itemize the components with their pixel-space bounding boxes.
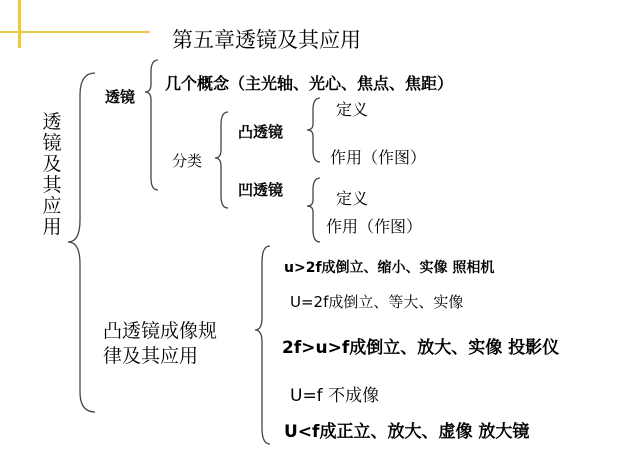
root-brace xyxy=(68,73,95,412)
imaging-rules-label-line1: 凸透镜成像规 xyxy=(103,320,218,342)
concave-use: 作用（作图） xyxy=(326,217,423,236)
convex-use: 作用（作图） xyxy=(330,148,427,167)
concepts-text: 几个概念（主光轴、光心、焦点、焦距） xyxy=(165,74,454,93)
branch2-brace xyxy=(255,246,270,444)
branch1-brace xyxy=(145,60,158,190)
page-title: 第五章透镜及其应用 xyxy=(172,28,361,52)
rule-item: U=f 不成像 xyxy=(290,386,380,406)
branch-lens-label: 透镜 xyxy=(105,88,136,106)
convex-lens-label: 凸透镜 xyxy=(238,123,284,141)
rule-item: U=2f成倒立、等大、实像 xyxy=(290,293,464,311)
concave-lens-label: 凹透镜 xyxy=(238,181,284,199)
rule-item: 2f>u>f成倒立、放大、实像 投影仪 xyxy=(282,338,560,358)
concave-definition: 定义 xyxy=(336,189,369,208)
rule-item: u>2f成倒立、缩小、实像 照相机 xyxy=(284,260,495,276)
classify-brace xyxy=(215,112,228,208)
rule-item: U<f成正立、放大、虚像 放大镜 xyxy=(284,422,530,442)
convex-definition: 定义 xyxy=(336,100,369,119)
convex-brace xyxy=(307,98,320,162)
imaging-rules-label-line2: 律及其应用 xyxy=(103,345,199,367)
concave-brace xyxy=(307,178,320,242)
classify-label: 分类 xyxy=(172,152,203,170)
root-label: 透镜及其应用 xyxy=(42,111,62,238)
